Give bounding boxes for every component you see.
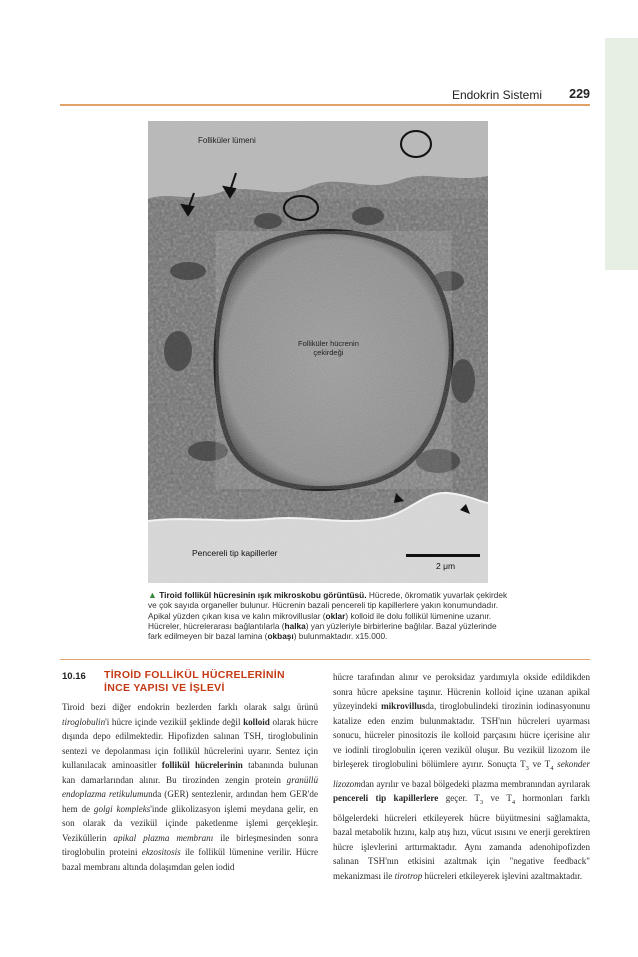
text-run: ile follikül lümenine verilir. Hücre bazal membranı altında dolaşımdan gelen iodid [62,847,319,873]
label-follicle-lumen: Folliküler lümeni [198,136,256,145]
caption-text-2: ) kolloid ile dolu follikül lümenine uzanır. Hücreler, hücrelerarası bağlantılarla ( [148,610,492,631]
text-run: tabanında bulunan kan damarlarından alınır. Bu tirozinden zengin protein [62,760,318,785]
label-cell-nucleus-line2: çekirdeği [313,348,344,357]
text-run: olarak hücre dışında depo edilmektedir. Hipofizden salınan TSH, tiroglobulinin sentezi ve depolanması için follikül hücrelerini uyarır. Sentez için kullanılacak aminoasitler [62,716,318,771]
label-fenestrated-capillaries: Pencereli tip kapillerler [192,548,278,558]
chapter-title: Endokrin Sistemi [451,88,542,102]
section-title [104,669,314,695]
section-title-line1: TİROİD FOLLİKÜL HÜCRELERİNİN [104,669,285,681]
body-paragraph-left [62,700,318,875]
text-run: hücre tarafından alınır ve peroksidaz yardımıyla okside edildikden sonra hücre apeksine taşınır. Hücrenin kolloid içine uzanan apikal yüzeyindeki [333,672,590,712]
text-run: ile birleşmesinden sonra tiroglobulin proteini [62,832,318,858]
caption-rings: halka [284,620,306,631]
text-run: da, tiroglobulindeki tirozinin iodinasyonunu katalize eden enzim bulunmaktadır. TSH'nın hücreleri uyarması sonucu, hücreler pinositozis ile kolloid parçasını hücre içerisine alır ve iodinli tiroglobulin içeren vezikül oluşur. Bu vezikül lizozom ile birleşerek tiroglobulini bölümlere ayırır. Sonuçta T [333,701,591,770]
caption-text-4: ) bulunmaktadır. x15.000. [293,631,388,642]
caption-arrows: oklar [325,610,346,621]
subscript: 3 [525,765,529,773]
subscript: 4 [511,799,516,806]
text-run: hücreleri etkileyerek işlevini azaltmaktadır. [422,870,583,881]
micrograph-figure [148,121,488,583]
section-title-line2: İNCE YAPISI VE İŞLEVİ [104,682,225,694]
text-run: ve T [483,793,512,804]
label-scale-bar: 2 μm [436,561,456,571]
chapter-side-tab [605,38,638,270]
label-cell-nucleus [298,339,359,357]
scale-bar [406,554,480,557]
body-column-right [333,670,590,883]
subscript: 3 [479,799,484,806]
text-run: nda (GER) sentezlenir, ardından hem GER'de hem de [62,789,318,814]
caption-arrowheads: okbaşı [267,631,294,642]
term-italic: apikal plazma membranı [113,832,214,843]
term-italic: granüllü endoplazma retikulumu [62,774,318,800]
header-rule [60,104,590,106]
page-header [60,86,590,106]
term-bold: kolloid [243,716,270,727]
term-bold: pencereli tip kapillerlere [333,793,439,804]
term-italic: sekonder lizozom [333,759,590,789]
term-italic: golgi kompleks [93,803,151,814]
term-italic: tiroglobulin [62,716,106,727]
label-cell-nucleus-line1: Folliküler hücrenin [298,339,359,348]
term-bold: follikül hücrelerinin [161,760,243,771]
term-bold: mikrovillus [381,701,426,712]
caption-title: Tiroid follikül hücresinin ışık mikroskobu görüntüsü. [159,590,367,600]
section-rule [60,659,590,660]
text-run: geçer. T [438,793,480,804]
body-column-left [62,700,318,875]
term-italic: ekzositosis [141,847,181,858]
subscript: 4 [550,765,554,773]
term-italic: tirotrop [394,870,423,881]
figure-caption [148,590,508,641]
text-run: hormonları farklı bölgelerdeki hücreleri etkileyerek hücre büyütmesini sağlamakta, bazal metabolik hızını, kalp atış hızı, vücut ısısını ve enerji gerektiren hücre işlevlerini arttırmaktadır. Aynı zamanda adenohipofizden salınan TSH'nın etkisini azaltmak için "negative feedback" mekanizması ile [333,793,590,881]
text-run: Tiroid bezi diğer endokrin bezlerden farklı olarak salgı ürünü [62,702,318,712]
text-run: 'inde glikolizasyon işlemi meydana gelir, en son olarak da vezikül içinde paketlenme işlemi gerçekleşir. Veziküllerin [62,803,318,843]
section-number: 10.16 [62,671,86,682]
page-number: 229 [569,87,590,101]
text-run: ve T [528,759,551,770]
caption-text-3: ) yan yüzleriyle birbirlerine bağlılar. Bazal yüzlerinde fark edilmeyen bir bazal lamina ( [148,620,497,642]
caption-text-1: Hücrede, ökromatik yuvarlak çekirdek ve çok sayıda organeller bulunur. Hücrenin bazali pencereli tip kapillerlere yakın konumundadır. Apikal yüzden çıkan kısa ve kalın mikrovilluslar ( [148,590,508,621]
text-run: 'i hücre içinde veziküI şeklinde değil [105,716,244,727]
triangle-icon: ▲ [148,590,157,600]
text-run: dan ayrılır ve bazal bölgedeki plazma membranından ayrılarak [360,778,590,789]
body-paragraph-right [333,670,590,883]
